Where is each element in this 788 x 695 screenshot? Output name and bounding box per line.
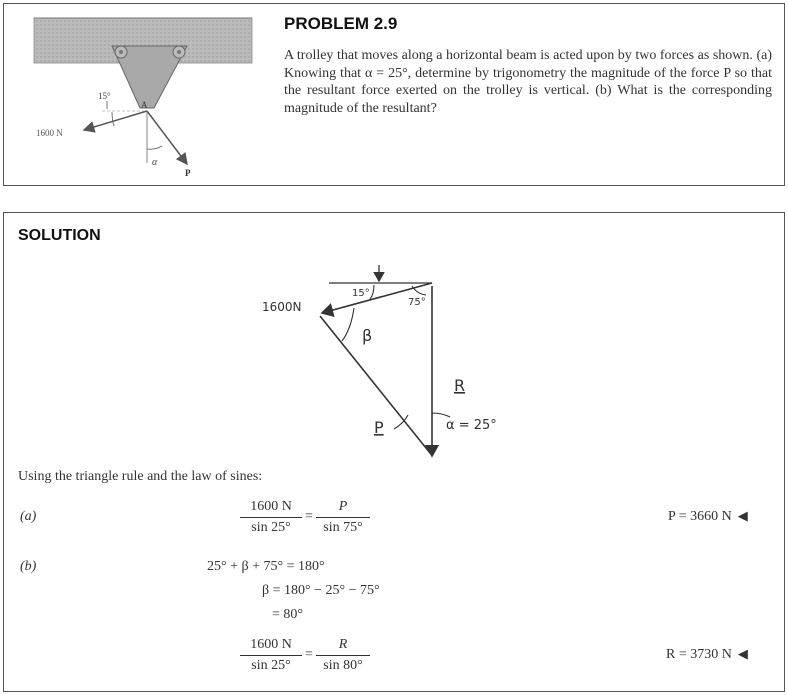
problem-statement: A trolley that moves along a horizontal beam is acted upon by two forces as shown. (a) Knowing that α = 25°, determine by trigonometry the magnitude of the force P so that the resultant force exerted on the trolley is vertical. (b) What is the corresponding magnitude of the resultant? bbox=[284, 48, 772, 116]
sketch-angle-top: 15° bbox=[352, 288, 370, 299]
part-b-equals: = bbox=[305, 647, 313, 662]
part-b-rhs-den: sin 80° bbox=[323, 658, 363, 673]
sketch-angle-right: 75° bbox=[408, 297, 426, 308]
figure-angle-label: 15° bbox=[98, 91, 111, 101]
part-a-rhs-den: sin 75° bbox=[323, 520, 363, 535]
part-b-rhs-num: R bbox=[316, 637, 370, 656]
part-a-lhs-den: sin 25° bbox=[251, 520, 291, 535]
part-b-answer-text: R = 3730 N bbox=[666, 647, 732, 662]
part-b-label: (b) bbox=[20, 559, 37, 574]
solution-box bbox=[3, 212, 785, 692]
part-a-answer bbox=[668, 509, 748, 525]
part-a-rhs-num: P bbox=[316, 499, 370, 518]
solution-intro: Using the triangle rule and the law of sines: bbox=[18, 469, 263, 484]
sketch-force-label: 1600N bbox=[262, 300, 302, 314]
figure-force-label: 1600 N bbox=[36, 128, 63, 138]
force-1600-arrow bbox=[84, 111, 147, 130]
figure-alpha-label: α bbox=[152, 157, 158, 168]
part-b-line3: = 80° bbox=[272, 607, 303, 622]
answer-marker-icon: ◀ bbox=[737, 509, 748, 524]
sketch-r-label: R bbox=[454, 376, 466, 395]
figure-point-label: A bbox=[141, 100, 148, 110]
part-a-answer-text: P = 3660 N bbox=[668, 509, 732, 524]
part-b-rhs-fraction bbox=[316, 637, 370, 674]
part-b-lhs-num: 1600 N bbox=[240, 637, 302, 656]
force-triangle-sketch bbox=[254, 261, 554, 466]
sketch-alpha-eq: α = 25° bbox=[446, 418, 497, 433]
part-b-line2: β = 180° − 25° − 75° bbox=[262, 583, 380, 598]
part-a-lhs-fraction bbox=[240, 499, 302, 536]
part-b-lhs-den: sin 25° bbox=[251, 658, 291, 673]
sketch-beta: β bbox=[362, 326, 373, 345]
sketch-p-label: P bbox=[374, 418, 384, 437]
figure-p-label: P bbox=[185, 168, 191, 178]
problem-box bbox=[3, 3, 785, 186]
trolley-figure bbox=[32, 8, 262, 180]
part-b-lhs-fraction bbox=[240, 637, 302, 674]
part-a-equals: = bbox=[305, 509, 313, 524]
solution-title: SOLUTION bbox=[18, 227, 101, 244]
part-a-lhs-num: 1600 N bbox=[240, 499, 302, 518]
part-b-line1: 25° + β + 75° = 180° bbox=[207, 559, 325, 574]
problem-title: PROBLEM 2.9 bbox=[284, 14, 398, 33]
part-a-rhs-fraction bbox=[316, 499, 370, 536]
answer-marker-icon: ◀ bbox=[737, 647, 748, 662]
part-b-answer bbox=[666, 647, 748, 663]
part-a-label: (a) bbox=[20, 509, 37, 524]
